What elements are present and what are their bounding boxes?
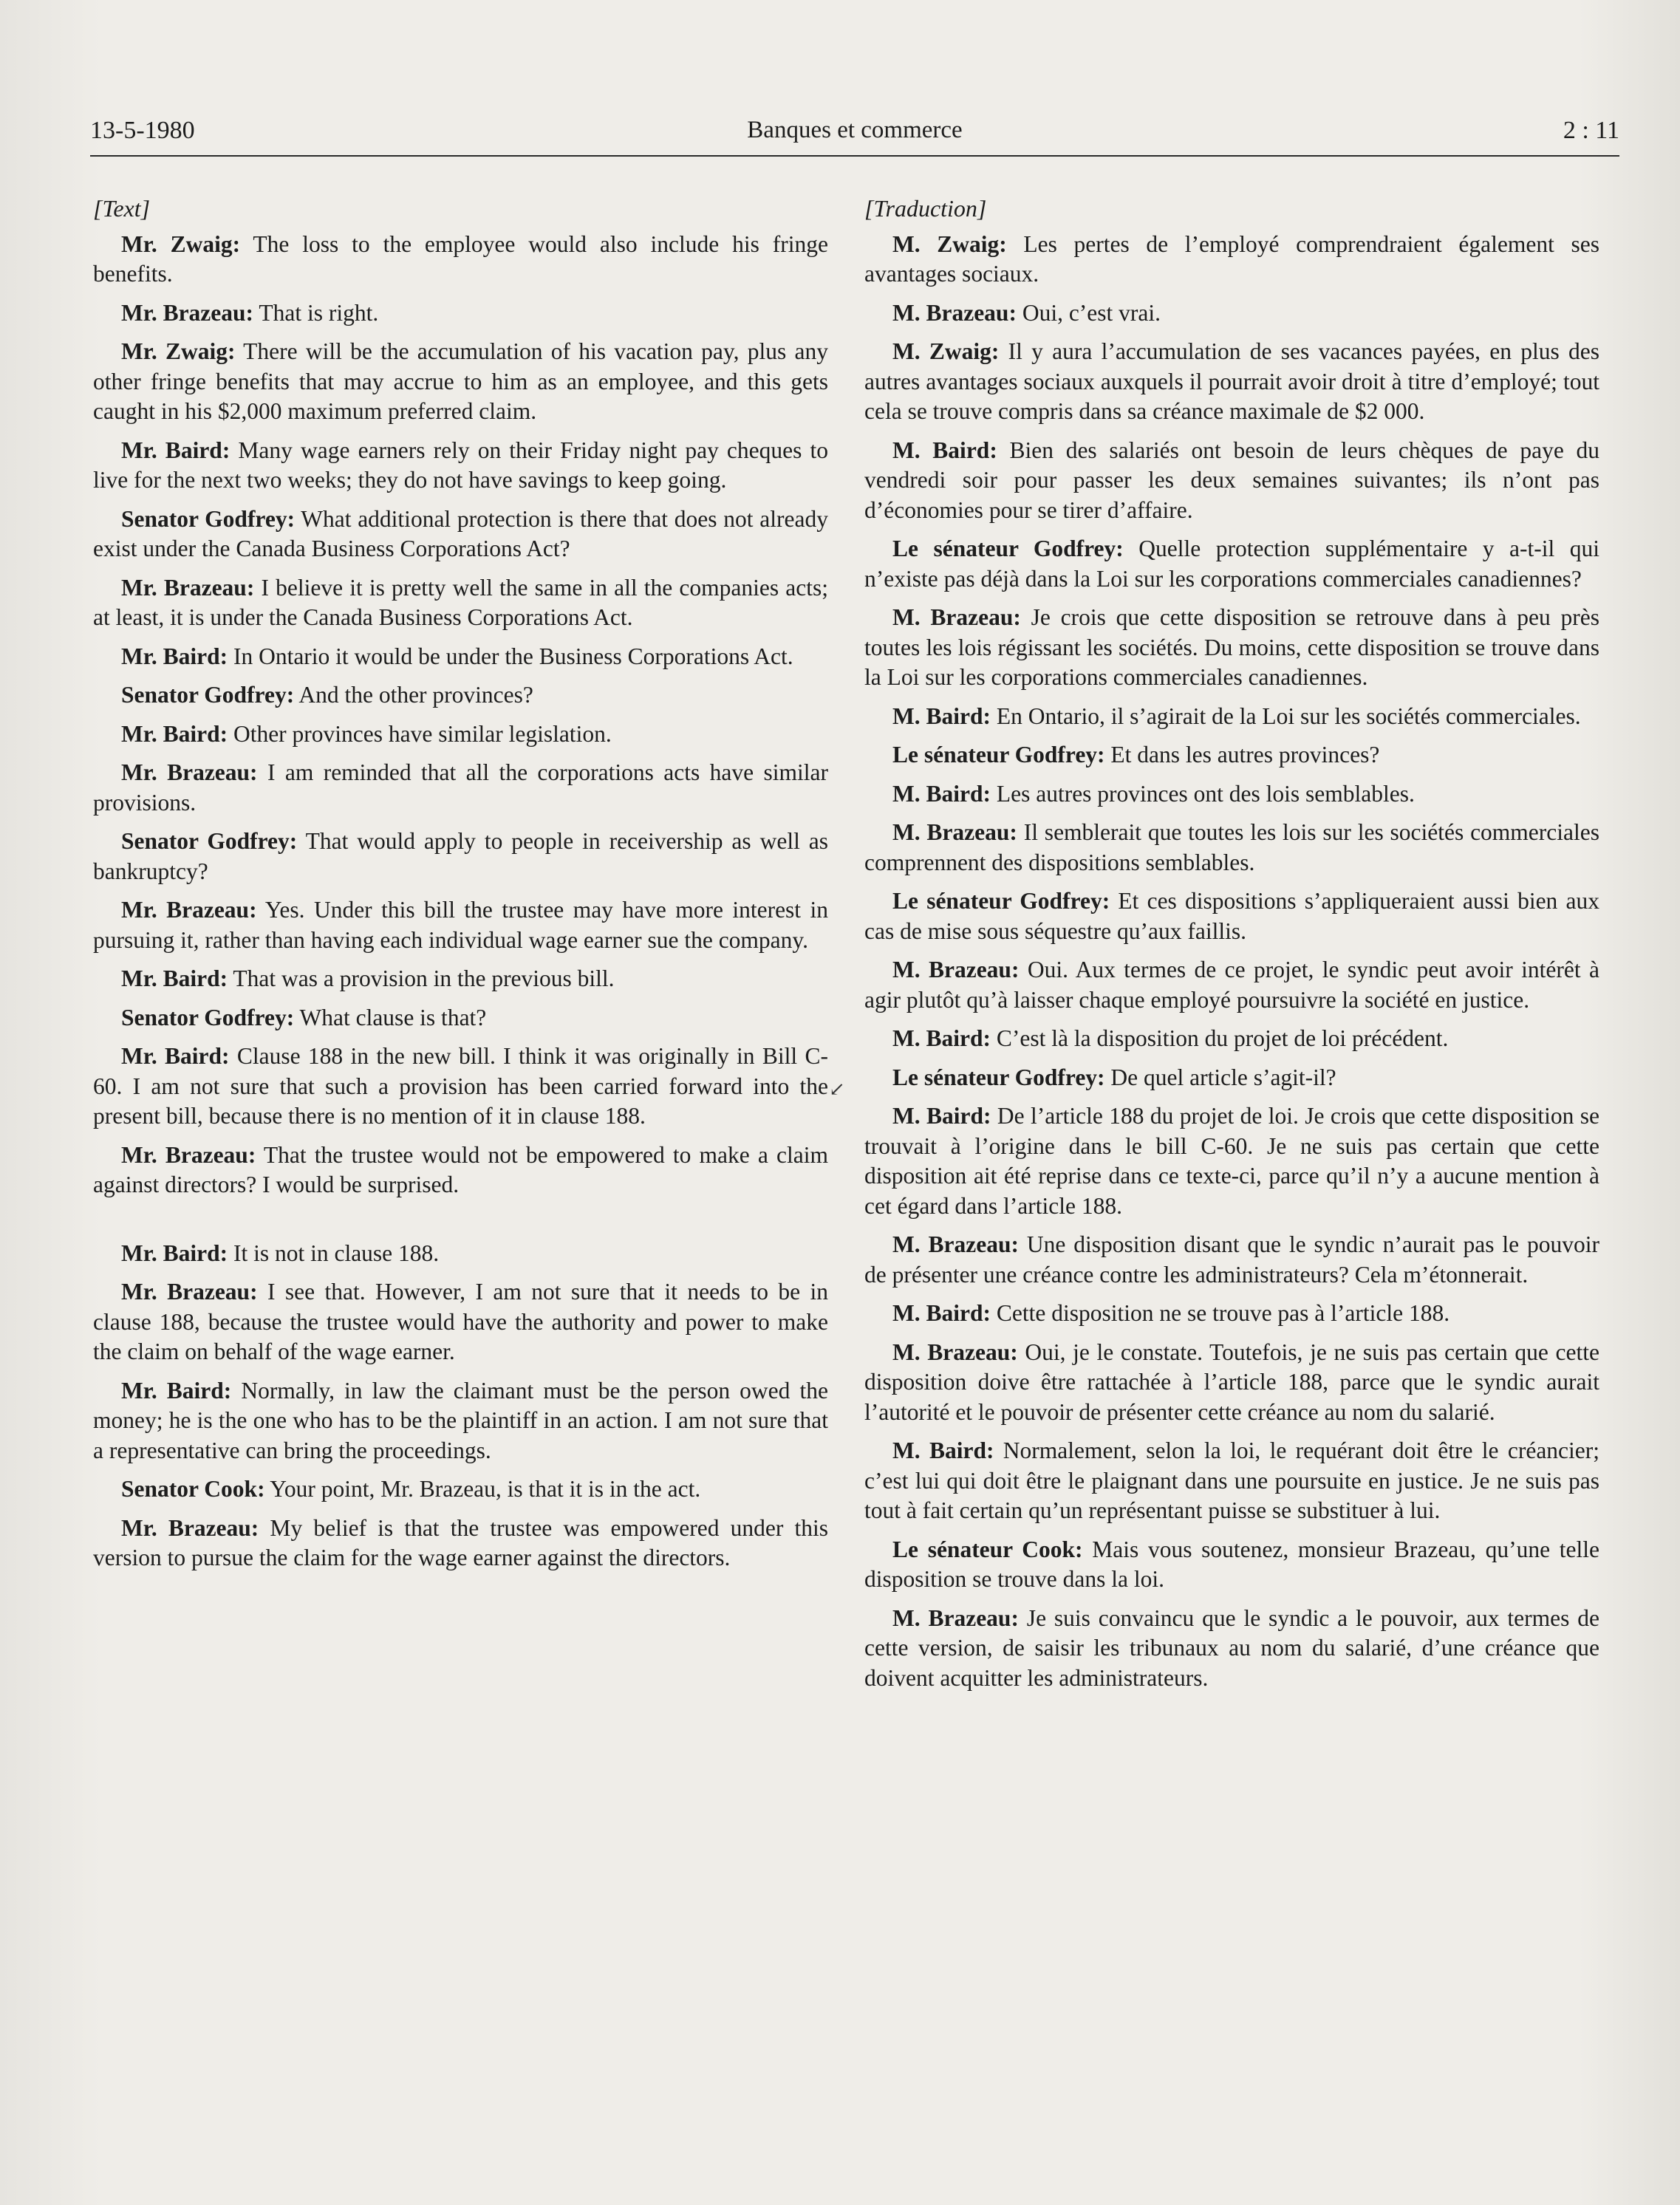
speech-text: Les autres provinces ont des lois semblables. bbox=[990, 780, 1415, 807]
speaker-name: M. Baird: bbox=[892, 780, 991, 807]
speech-text: What additional protection is there that does not already exist under the Canada Business Corporations Act? bbox=[93, 505, 828, 561]
transcript-paragraph bbox=[93, 1514, 828, 1573]
speech-text: That the trustee would not be empowered to make a claim against directors? I would be surprised. bbox=[93, 1141, 828, 1197]
speech-text: En Ontario, il s’agirait de la Loi sur les sociétés commerciales. bbox=[990, 702, 1581, 729]
speaker-name: Mr. Zwaig: bbox=[121, 338, 236, 364]
speech-text: What clause is that? bbox=[294, 1004, 487, 1030]
transcript-paragraph bbox=[93, 436, 828, 496]
speaker-name: M. Baird: bbox=[892, 702, 991, 729]
header-rule bbox=[90, 155, 1619, 157]
speaker-name: Mr. Brazeau: bbox=[121, 897, 257, 923]
section-label-text: [Text] bbox=[93, 195, 151, 222]
transcript-paragraph bbox=[864, 1101, 1599, 1221]
speaker-name: M. Brazeau: bbox=[892, 1339, 1018, 1365]
speech-text: That is right. bbox=[253, 299, 379, 326]
french-column bbox=[864, 194, 1599, 1702]
speaker-name: Senator Godfrey: bbox=[121, 682, 295, 708]
speaker-name: Mr. Baird: bbox=[121, 1240, 228, 1266]
speaker-name: Mr. Brazeau: bbox=[121, 1279, 258, 1305]
speech-text: And the other provinces? bbox=[294, 682, 533, 708]
transcript-paragraph bbox=[93, 1003, 828, 1033]
speech-text: My belief is that the trustee was empowered under this version to pursue the claim for the wage earner against the directors. bbox=[93, 1514, 828, 1570]
speech-text: Mais vous soutenez, monsieur Brazeau, qu’une telle disposition se trouve dans la loi. bbox=[864, 1536, 1599, 1592]
speaker-name: Mr. Brazeau: bbox=[121, 759, 258, 785]
header-page-number: 2 : 11 bbox=[1563, 117, 1619, 144]
transcript-paragraph bbox=[864, 1535, 1599, 1595]
speech-text: Cette disposition ne se trouve pas à l’article 188. bbox=[990, 1300, 1450, 1326]
speech-text: Oui, c’est vrai. bbox=[1016, 299, 1161, 326]
transcript-paragraph bbox=[93, 230, 828, 290]
transcript-paragraph bbox=[93, 1042, 828, 1132]
speech-text: De l’article 188 du projet de loi. Je crois que cette disposition se trouvait à l’origine dans le bill C-60. Je ne suis pas certain que cette disposition ait été reprise dans ce texte-ci, parce qu’il n’y a aucune mention à cet égard dans l’article 188. bbox=[864, 1103, 1600, 1219]
transcript-paragraph bbox=[864, 230, 1599, 290]
speaker-name: Le sénateur Godfrey: bbox=[892, 1064, 1105, 1090]
header-title: Banques et commerce bbox=[747, 117, 963, 143]
speech-text: Normalement, selon la loi, le requérant doit être le créancier; c’est lui qui doit être le plaignant dans une poursuite en justice. Je ne suis pas tout à fait certain qu’un représentant puisse se substituer à lui. bbox=[864, 1437, 1600, 1523]
speaker-name: M. Zwaig: bbox=[892, 230, 1007, 257]
speaker-name: Mr. Brazeau: bbox=[121, 574, 255, 601]
speech-text: Et dans les autres provinces? bbox=[1104, 742, 1380, 768]
speaker-name: M. Zwaig: bbox=[892, 338, 1000, 364]
speaker-name: M. Baird: bbox=[892, 1437, 994, 1463]
transcript-paragraph bbox=[864, 955, 1599, 1015]
speech-text: Et ces dispositions s’appliqueraient aussi bien aux cas de mise sous séquestre qu’aux faillis. bbox=[864, 888, 1599, 944]
transcript-paragraph bbox=[93, 573, 828, 633]
speaker-name: M. Brazeau: bbox=[892, 957, 1020, 982]
speech-text: Les pertes de l’employé comprendraient également ses avantages sociaux. bbox=[864, 230, 1599, 287]
transcript-paragraph bbox=[864, 1063, 1599, 1093]
speech-text: Une disposition disant que le syndic n’aurait pas le pouvoir de présenter une créance contre les administrateurs? Cela m’étonnerait. bbox=[864, 1231, 1599, 1288]
speech-text: Quelle protection supplémentaire y a-t-il qui n’existe pas déjà dans la Loi sur les corporations commerciales canadiennes? bbox=[864, 536, 1599, 592]
transcript-paragraph bbox=[93, 1474, 828, 1505]
speaker-name: Mr. Baird: bbox=[121, 1377, 232, 1404]
transcript-paragraph bbox=[93, 1376, 828, 1466]
speaker-name: Mr. Brazeau: bbox=[121, 1141, 256, 1168]
transcript-paragraph bbox=[93, 337, 828, 427]
header-date: 13-5-1980 bbox=[90, 117, 195, 144]
speech-text: The loss to the employee would also include his fringe benefits. bbox=[93, 230, 828, 287]
english-column bbox=[93, 194, 828, 1582]
transcript-paragraph bbox=[864, 886, 1599, 946]
transcript-paragraph bbox=[93, 895, 828, 955]
section-label-traduction-word: Traduction bbox=[873, 195, 977, 222]
transcript-paragraph bbox=[864, 298, 1599, 329]
transcript-paragraph bbox=[93, 680, 828, 711]
transcript-paragraph bbox=[864, 1604, 1599, 1694]
transcript-paragraph bbox=[93, 827, 828, 886]
speech-text: Il semblerait que toutes les lois sur les sociétés commerciales comprennent des dispositions semblables. bbox=[864, 819, 1599, 875]
speech-text: Il y aura l’accumulation de ses vacances payées, en plus des autres avantages sociaux auxquels il pourrait avoir droit à titre d’employé; tout cela se trouve compris dans sa créance maximale de $2 000. bbox=[864, 338, 1600, 424]
transcript-paragraph bbox=[93, 505, 828, 564]
speaker-name: Senator Godfrey: bbox=[121, 505, 296, 532]
speaker-name: Senator Godfrey: bbox=[121, 1004, 295, 1030]
speech-text: I see that. However, I am not sure that it needs to be in clause 188, because the trustee would have the authority and power to make the claim on behalf of the wage earner. bbox=[93, 1279, 828, 1364]
transcript-paragraph bbox=[864, 779, 1599, 810]
speaker-name: M. Baird: bbox=[892, 1025, 991, 1051]
speaker-name: Mr. Zwaig: bbox=[121, 230, 241, 257]
transcript-paragraph bbox=[93, 642, 828, 672]
speaker-name: Mr. Baird: bbox=[121, 437, 231, 463]
speech-text: That was a provision in the previous bill. bbox=[228, 965, 615, 991]
transcript-paragraph bbox=[864, 818, 1599, 878]
transcript-paragraph bbox=[93, 964, 828, 994]
transcript-paragraph bbox=[864, 436, 1599, 526]
speech-text: Your point, Mr. Brazeau, is that it is in the act. bbox=[264, 1476, 701, 1502]
speech-text: It is not in clause 188. bbox=[228, 1240, 440, 1266]
transcript-paragraph bbox=[93, 758, 828, 818]
speech-text: Oui. Aux termes de ce projet, le syndic peut avoir intérêt à agir plutôt qu’à laisser chaque employé poursuivre la société en justice. bbox=[864, 957, 1599, 1013]
transcript-paragraph bbox=[864, 702, 1599, 732]
section-label-traduction: [Traduction] bbox=[864, 195, 987, 222]
transcript-paragraph bbox=[864, 1338, 1599, 1428]
transcript-paragraph bbox=[864, 534, 1599, 594]
transcript-paragraph bbox=[93, 298, 828, 329]
speaker-name: Le sénateur Godfrey: bbox=[892, 888, 1110, 914]
speaker-name: Le sénateur Cook: bbox=[892, 1536, 1083, 1562]
page-header bbox=[90, 117, 1619, 154]
speech-text: I believe it is pretty well the same in all the companies acts; at least, it is under the Canada Business Corporations Act. bbox=[93, 574, 828, 630]
speech-text: There will be the accumulation of his vacation pay, plus any other fringe benefits that may accrue to him as an employee, and this gets caught in his $2,000 maximum preferred claim. bbox=[93, 338, 828, 424]
speech-text: Yes. Under this bill the trustee may have more interest in pursuing it, rather than having each individual wage earner sue the company. bbox=[93, 897, 828, 953]
speaker-name: M. Baird: bbox=[892, 1300, 991, 1326]
speaker-name: Mr. Baird: bbox=[121, 643, 228, 669]
transcript-paragraph bbox=[864, 603, 1599, 693]
speaker-name: M. Brazeau: bbox=[892, 819, 1017, 845]
speech-text: Oui, je le constate. Toutefois, je ne suis pas certain que cette disposition doive être rattachée à l’article 188, parce que le syndic aurait l’autorité et le pouvoir de présenter cette créance au nom du salarié. bbox=[864, 1339, 1599, 1425]
transcript-paragraph bbox=[93, 1239, 828, 1269]
speaker-name: Mr. Brazeau: bbox=[121, 1514, 259, 1541]
speech-text: C’est là la disposition du projet de loi précédent. bbox=[990, 1025, 1449, 1051]
margin-pencil-mark: ↙ bbox=[829, 1078, 845, 1100]
transcript-paragraph bbox=[93, 719, 828, 750]
speaker-name: M. Brazeau: bbox=[892, 1231, 1019, 1257]
speech-text: Bien des salariés ont besoin de leurs chèques de paye du vendredi soir pour passer les deux semaines suivantes; ils n’ont pas d’économies pour se tirer d’affaire. bbox=[864, 437, 1599, 523]
speaker-name: Mr. Baird: bbox=[121, 720, 228, 747]
transcript-paragraph bbox=[864, 1299, 1599, 1329]
speech-text: That would apply to people in receivership as well as bankruptcy? bbox=[93, 828, 828, 884]
speech-text: In Ontario it would be under the Business Corporations Act. bbox=[228, 643, 793, 669]
speech-text: Normally, in law the claimant must be the person owed the money; he is the one who has to be the plaintiff in an action. I am not sure that a representative can bring the proceedings. bbox=[93, 1377, 828, 1463]
transcript-paragraph bbox=[864, 1436, 1599, 1526]
speech-text: De quel article s’agit-il? bbox=[1104, 1064, 1336, 1090]
transcript-paragraph bbox=[864, 1024, 1599, 1054]
speaker-name: M. Baird: bbox=[892, 1103, 991, 1129]
transcript-paragraph bbox=[93, 1277, 828, 1367]
transcript-paragraph bbox=[864, 337, 1599, 427]
transcript-paragraph bbox=[864, 740, 1599, 770]
speech-text: I am reminded that all the corporations acts have similar provisions. bbox=[93, 759, 828, 816]
speaker-name: Senator Cook: bbox=[121, 1476, 265, 1502]
speaker-name: M. Brazeau: bbox=[892, 299, 1017, 326]
speaker-name: Le sénateur Godfrey: bbox=[892, 536, 1124, 561]
speaker-name: Le sénateur Godfrey: bbox=[892, 742, 1105, 768]
speaker-name: M. Baird: bbox=[892, 437, 997, 463]
speaker-name: Mr. Baird: bbox=[121, 965, 228, 991]
transcript-paragraph bbox=[93, 1141, 828, 1200]
speech-text: Je crois que cette disposition se retrouve dans à peu près toutes les lois régissant les sociétés. Du moins, cette disposition se trouve dans la Loi sur les corporations commerciales canadiennes. bbox=[864, 604, 1599, 690]
speech-text: Je suis convaincu que le syndic a le pouvoir, aux termes de cette version, de saisir les tribunaux au nom du salarié, d’une créance que doivent acquitter les administrateurs. bbox=[864, 1604, 1599, 1691]
speech-text: Clause 188 in the new bill. I think it was originally in Bill C-60. I am not sure that such a provision has been carried forward into the present bill, because there is no mention of it in clause 188. bbox=[93, 1043, 828, 1129]
speaker-name: M. Brazeau: bbox=[892, 604, 1021, 630]
speech-text: Many wage earners rely on their Friday night pay cheques to live for the next two weeks; they do not have savings to keep going. bbox=[93, 437, 828, 493]
section-label-text-word: Text bbox=[102, 195, 141, 222]
transcript-paragraph bbox=[864, 1230, 1599, 1290]
speaker-name: Senator Godfrey: bbox=[121, 828, 298, 854]
speaker-name: M. Brazeau: bbox=[892, 1604, 1019, 1631]
speaker-name: Mr. Baird: bbox=[121, 1043, 230, 1069]
speaker-name: Mr. Brazeau: bbox=[121, 299, 254, 326]
speech-text: Other provinces have similar legislation. bbox=[228, 720, 612, 747]
